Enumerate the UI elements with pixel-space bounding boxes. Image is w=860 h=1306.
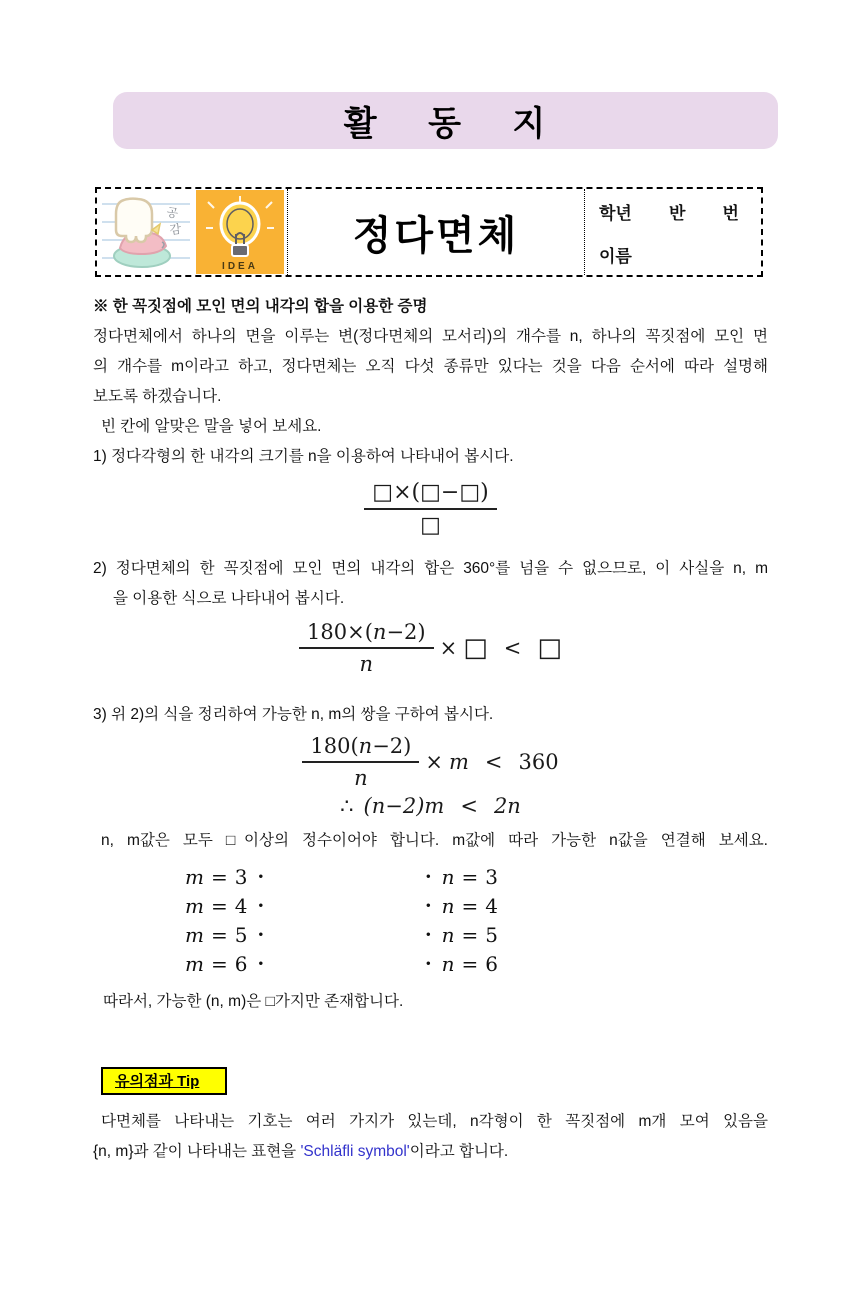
integer-constraint-note: n, m값은 모두 □이상의 정수이어야 합니다. m값에 따라 가능한 n값을 연결해 보세요. [101, 832, 768, 849]
connector-dot: · [425, 952, 432, 975]
worksheet-body [93, 292, 768, 1167]
header-info-cell [585, 189, 761, 275]
intro-line-3: 보도록 하겠습니다. [93, 388, 222, 405]
fraction-numerator: 180×(n−2) [299, 620, 434, 649]
number-label: 번 [722, 204, 739, 223]
lhs-expression: (n−2)m [363, 794, 445, 818]
question-2-line-2: 을 이용한 식으로 나타내어 봅시다. [113, 590, 345, 607]
connector-dot: · [257, 923, 265, 946]
fraction-denominator: n [354, 766, 368, 790]
student-id-row [599, 199, 739, 224]
stamp-caption-char2: 감 [168, 221, 182, 237]
less-than-sign: < [484, 750, 503, 774]
connector-dot: · [425, 923, 432, 946]
therefore-sign: ∴ [340, 794, 354, 818]
idea-caption: IDEA [222, 261, 258, 272]
match-left-m3: m = 3 · [185, 864, 265, 889]
banner-title: 활 동 지 [343, 105, 548, 143]
tip-body [93, 1107, 768, 1167]
fraction [299, 620, 434, 676]
variable-m: m [448, 750, 469, 774]
formula-simplified-inequality [93, 734, 768, 790]
matching-row [93, 920, 768, 949]
question-3: 3) 위 2)의 식을 정리하여 가능한 n, m의 쌍을 구하여 봅시다. [93, 706, 494, 723]
connector-dot: · [257, 865, 265, 888]
blank-box: □ [537, 633, 562, 663]
matching-row [93, 949, 768, 978]
proof-heading: ※ 한 꼭짓점에 모인 면의 내각의 합을 이용한 증명 [93, 298, 428, 315]
question-2-line-1: 2) 정다면체의 한 꼭짓점에 모인 면의 내각의 합은 360°를 넘을 수 없으므로, 이 사실을 n, m [93, 560, 768, 577]
fill-blank-prompt: 빈 칸에 알맞은 말을 넣어 보세요. [101, 418, 322, 435]
match-right-n5: · n = 5 [425, 922, 499, 947]
tip-line-1: 다면체를 나타내는 기호는 여러 가지가 있는데, n각형이 한 꼭짓점에 m개 모여 있음을 [101, 1113, 768, 1130]
stamp-caption-char1: 공 [165, 205, 180, 221]
intro-line-2: 의 개수를 m이라고 하고, 정다면체는 오직 다섯 종류만 있다는 것을 다음 순서에 따라 설명해 [93, 358, 768, 375]
match-left-m4: m = 4 · [185, 893, 265, 918]
worksheet-banner [113, 92, 778, 149]
match-right-n4: · n = 4 [425, 893, 499, 918]
schlafli-symbol-link[interactable]: 'Schläfli symbol' [300, 1143, 410, 1160]
tip-line-2-tail: 이라고 합니다. [409, 1143, 509, 1160]
rhs-expression: 2n [493, 794, 521, 818]
formula-conclusion-inequality [93, 794, 768, 818]
fraction-denominator: □ [420, 513, 441, 538]
matching-row [93, 891, 768, 920]
less-than-sign: < [503, 636, 522, 660]
value-360: 360 [518, 750, 559, 774]
name-row [599, 242, 739, 267]
conclusion-line: 따라서, 가능한 (n, m)은 □가지만 존재합니다. [103, 993, 404, 1010]
question-1: 1) 정다각형의 한 내각의 크기를 n을 이용하여 나타내어 봅시다. [93, 448, 514, 465]
matching-exercise [93, 862, 768, 978]
tip-line-2 [93, 1137, 768, 1167]
less-than-sign: < [460, 794, 478, 818]
tip-label: 유의점과 Tip [101, 1067, 227, 1095]
times-sign: × [439, 636, 458, 660]
fraction [364, 480, 496, 538]
header-icon-cell [97, 189, 287, 275]
match-left-m5: m = 5 · [185, 922, 265, 947]
connector-dot: · [425, 865, 432, 888]
fraction-numerator: 180(n−2) [302, 734, 419, 763]
fraction-numerator: □×(□−□) [364, 480, 496, 510]
grade-label: 학년 [599, 204, 632, 223]
header-table [95, 187, 763, 277]
worksheet-page [0, 92, 860, 1306]
match-right-n6: · n = 6 [425, 951, 499, 976]
blank-box: □ [463, 633, 488, 663]
match-left-m6: m = 6 · [185, 951, 265, 976]
class-label: 반 [668, 204, 686, 223]
fraction [302, 734, 419, 790]
tip-line-2-text: {n, m}과 같이 나타내는 표현을 [93, 1143, 301, 1160]
idea-lightbulb-image [196, 190, 284, 274]
header-title-cell [287, 189, 585, 275]
empathy-stamp-image [100, 190, 192, 274]
formula-interior-angle [93, 480, 768, 538]
fraction-denominator: n [359, 652, 374, 676]
connector-dot: · [257, 894, 265, 917]
connector-dot: · [425, 894, 432, 917]
name-label: 이름 [599, 247, 632, 266]
match-right-n3: · n = 3 [425, 864, 499, 889]
worksheet-title: 정다면체 [352, 213, 520, 258]
connector-dot: · [257, 952, 265, 975]
intro-line-1: 정다면체에서 하나의 면을 이루는 변(정다면체의 모서리)의 개수를 n, 하나의 꼭짓점에 모인 면 [93, 328, 768, 345]
times-sign: × [425, 750, 443, 774]
matching-row [93, 862, 768, 891]
formula-angle-sum-inequality [93, 620, 768, 676]
